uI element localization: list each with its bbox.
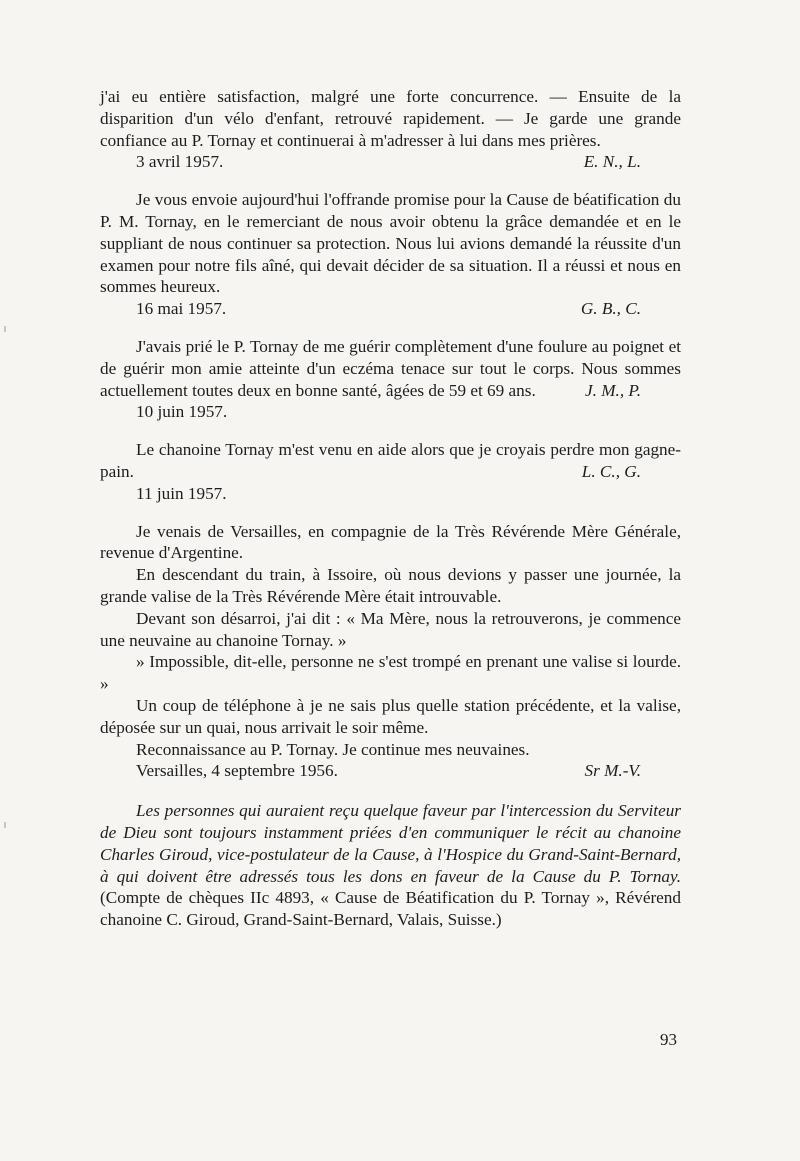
testimony-5 [100, 521, 681, 783]
scan-mark [4, 822, 6, 828]
testimony-1 [100, 86, 681, 173]
testimony-paragraph: » Impossible, dit-elle, personne ne s'est trompé en prenant une valise si lourde. » [100, 652, 681, 694]
testimony-paragraph: Un coup de téléphone à je ne sais plus quelle station précédente, et la valise, déposée sur un quai, nous arrivait le soir même. [100, 695, 681, 737]
testimony-signature: Sr M.-V. [584, 761, 641, 781]
testimony-dateline [100, 298, 681, 320]
testimony-date: 10 juin 1957. [136, 402, 228, 422]
testimony-signature: E. N., L. [583, 152, 641, 172]
testimony-dateline [100, 760, 681, 782]
testimony-date: 16 mai 1957. [136, 299, 227, 319]
testimony-date: 11 juin 1957. [136, 483, 227, 503]
testimony-paragraph: Je venais de Versailles, en compagnie de la Très Révérende Mère Générale, revenue d'Argentine. [100, 521, 681, 563]
page-content [100, 86, 681, 931]
testimony-text: j'ai eu entière satisfaction, malgré une forte concurrence. — Ensuite de la disparition d'un vélo d'enfant, retrouvé rapidement. — Je garde une grande confiance au P. Tornay et continuerai à m'adresser à lui dans mes prières. E. N., L. [100, 87, 681, 172]
testimony-signature: L. C., G. [581, 461, 641, 481]
testimony-signature: J. M., P. [584, 380, 641, 400]
closing-notice [100, 800, 681, 931]
testimony-paragraph: Reconnaissance au P. Tornay. Je continue mes neuvaines. [136, 739, 530, 759]
scan-mark [4, 326, 6, 332]
testimony-paragraph: Devant son désarroi, j'ai dit : « Ma Mère, nous la retrouverons, je commence une neuvaine au chanoine Tornay. » [100, 608, 681, 650]
testimony-2 [100, 189, 681, 320]
testimony-text: Le chanoine Tornay m'est venu en aide alors que je croyais perdre mon gagne-pain. L. C., G. [100, 440, 681, 481]
closing-notice-text: Les personnes qui auraient reçu quelque faveur par l'intercession du Serviteur de Dieu sont toujours instamment priées d'en communiquer le récit au chanoine Charles Giroud, vice-postulateur de la Cause, à l'Hospice du Grand-Saint-Bernard, à qui doivent être adressés tous les dons en faveur de la Cause du P. Tornay. [100, 801, 681, 886]
testimony-text: Je vous envoie aujourd'hui l'offrande promise pour la Cause de béatification du P. M. Tornay, en le remerciant de nous avoir obtenu la grâce demandée et en le suppliant de nous continuer sa protection. Nous lui avions demandé la réussite d'un examen pour notre fils aîné, qui devait décider de sa situation. Il a réussi et nous en sommes heureux. [100, 190, 681, 297]
testimony-signature: G. B., C. [580, 299, 641, 319]
closing-account-info: (Compte de chèques IIc 4893, « Cause de Béatification du P. Tornay », Révérend chanoine C. Giroud, Grand-Saint-Bernard, Valais, Suisse.) [100, 888, 681, 930]
testimony-date: 3 avril 1957. [136, 152, 224, 172]
testimony-3 [100, 336, 681, 423]
testimony-date: Versailles, 4 septembre 1956. [136, 761, 338, 781]
page-number: 93 [660, 1030, 677, 1049]
testimony-4 [100, 439, 681, 504]
testimony-paragraph: En descendant du train, à Issoire, où nous devions y passer une journée, la grande valise de la Très Révérende Mère était introuvable. [100, 565, 681, 606]
testimony-text: J'avais prié le P. Tornay de me guérir complètement d'une foulure au poignet et de guérir mon amie atteinte d'un eczéma tenace sur tout le corps. Nous sommes actuellement toutes deux en bonne santé, âgées de 59 et 69 ans. J. M., P. [100, 336, 681, 400]
